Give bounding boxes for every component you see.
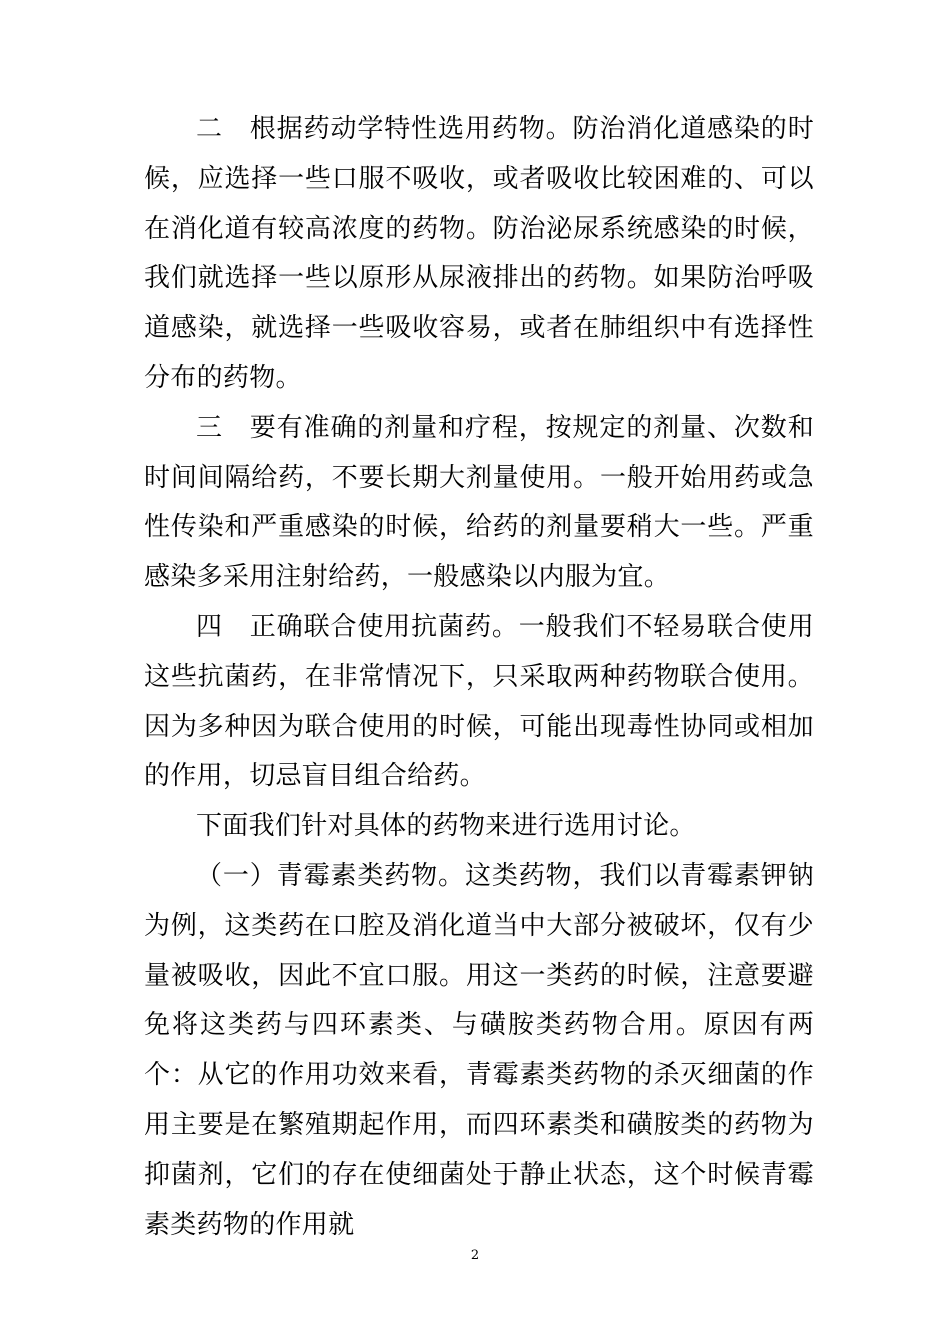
paragraph-combination: 四 正确联合使用抗菌药。一般我们不轻易联合使用这些抗菌药，在非常情况下，只采取两种药物联合使用。因为多种因为联合使用的时候，可能出现毒性协同或相加的作用，切忌盲目组合给药。 [144,611,814,792]
paragraph-intro: 下面我们针对具体的药物来进行选用讨论。 [196,811,696,842]
paragraph-dosage: 三 要有准确的剂量和疗程，按规定的剂量、次数和时间间隔给药，不要长期大剂量使用。一般开始用药或急性传染和严重感染的时候，给药的剂量要稍大一些。严重感染多采用注射给药，一般感染以内服为宜。 [144,412,814,593]
body-text [144,105,814,1250]
page-number: 2 [470,1248,480,1263]
paragraph-pharmacokinetics: 二 根据药动学特性选用药物。防治消化道感染的时候，应选择一些口服不吸收，或者吸收比较困难的、可以在消化道有较高浓度的药物。防治泌尿系统感染的时候，我们就选择一些以原形从尿液排出的药物。如果防治呼吸道感染，就选择一些吸收容易，或者在肺组织中有选择性分布的药物。 [144,114,814,393]
paragraph-penicillin: （一）青霉素类药物。这类药物，我们以青霉素钾钠为例，这类药在口腔及消化道当中大部分被破坏，仅有少量被吸收，因此不宜口服。用这一类药的时候，注意要避免将这类药与四环素类、与磺胺类药物合用。原因有两个：从它的作用功效来看，青霉素类药物的杀灭细菌的作用主要是在繁殖期起作用，而四环素类和磺胺类的药物为抑菌剂，它们的存在使细菌处于静止状态，这个时候青霉素类药物的作用就 [144,860,814,1240]
